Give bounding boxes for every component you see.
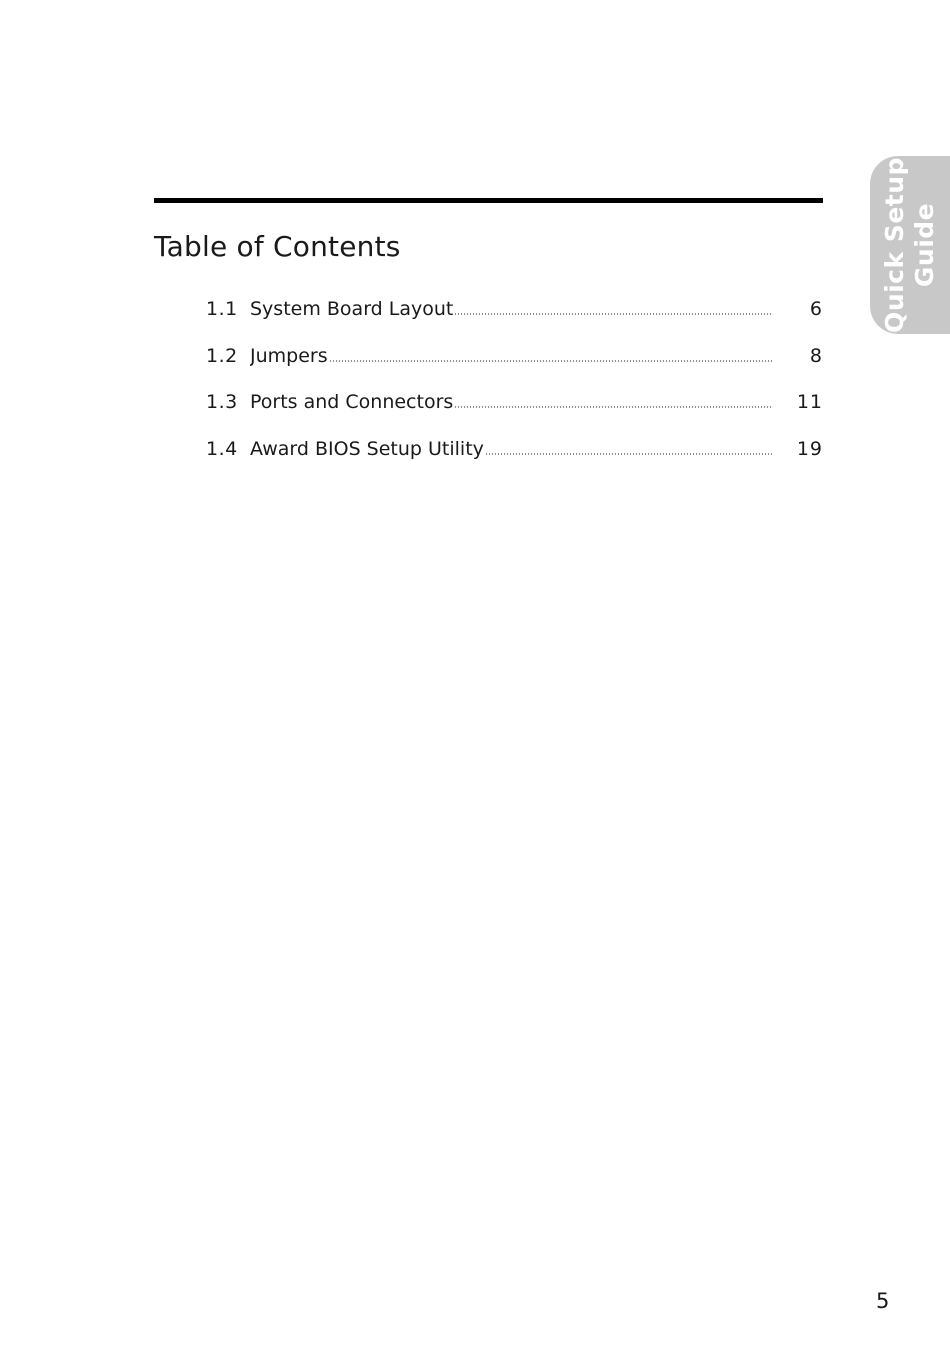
toc-entry-number: 1.4 — [206, 437, 238, 460]
toc-entry-label: Ports and Connectors — [250, 391, 454, 413]
toc-entry-1-2[interactable] — [206, 345, 823, 392]
toc-entry-page: 19 — [796, 437, 823, 460]
toc-entry-number: 1.2 — [206, 344, 238, 367]
section-tab-label — [880, 157, 940, 333]
toc-entry-number: 1.1 — [206, 298, 238, 320]
toc-entry-number: 1.3 — [206, 391, 238, 413]
toc-list — [206, 298, 823, 484]
dot-leader — [454, 313, 773, 315]
page-number: 5 — [876, 1289, 890, 1313]
toc-entry-1-1[interactable] — [206, 298, 823, 345]
toc-entry-1-4[interactable] — [206, 438, 823, 485]
dot-leader — [485, 453, 773, 455]
toc-entry-1-3[interactable] — [206, 391, 823, 438]
title-rule — [154, 198, 823, 203]
section-tab-line-2: Guide — [910, 202, 939, 288]
dot-leader — [329, 360, 773, 362]
toc-entry-leader — [250, 298, 773, 320]
dot-leader — [454, 406, 773, 408]
toc-entry-leader — [250, 345, 773, 367]
toc-entry-page: 6 — [809, 298, 823, 320]
toc-entry-label: Award BIOS Setup Utility — [250, 437, 484, 460]
section-tab — [870, 156, 950, 334]
toc-entry-leader — [250, 438, 773, 460]
section-tab-line-1: Quick Setup — [880, 157, 909, 333]
page-title: Table of Contents — [154, 230, 401, 263]
toc-entry-label: System Board Layout — [250, 298, 454, 320]
toc-entry-page: 8 — [809, 344, 823, 367]
toc-entry-label: Jumpers — [250, 344, 328, 367]
toc-entry-page: 11 — [796, 391, 823, 413]
toc-entry-leader — [250, 391, 773, 413]
